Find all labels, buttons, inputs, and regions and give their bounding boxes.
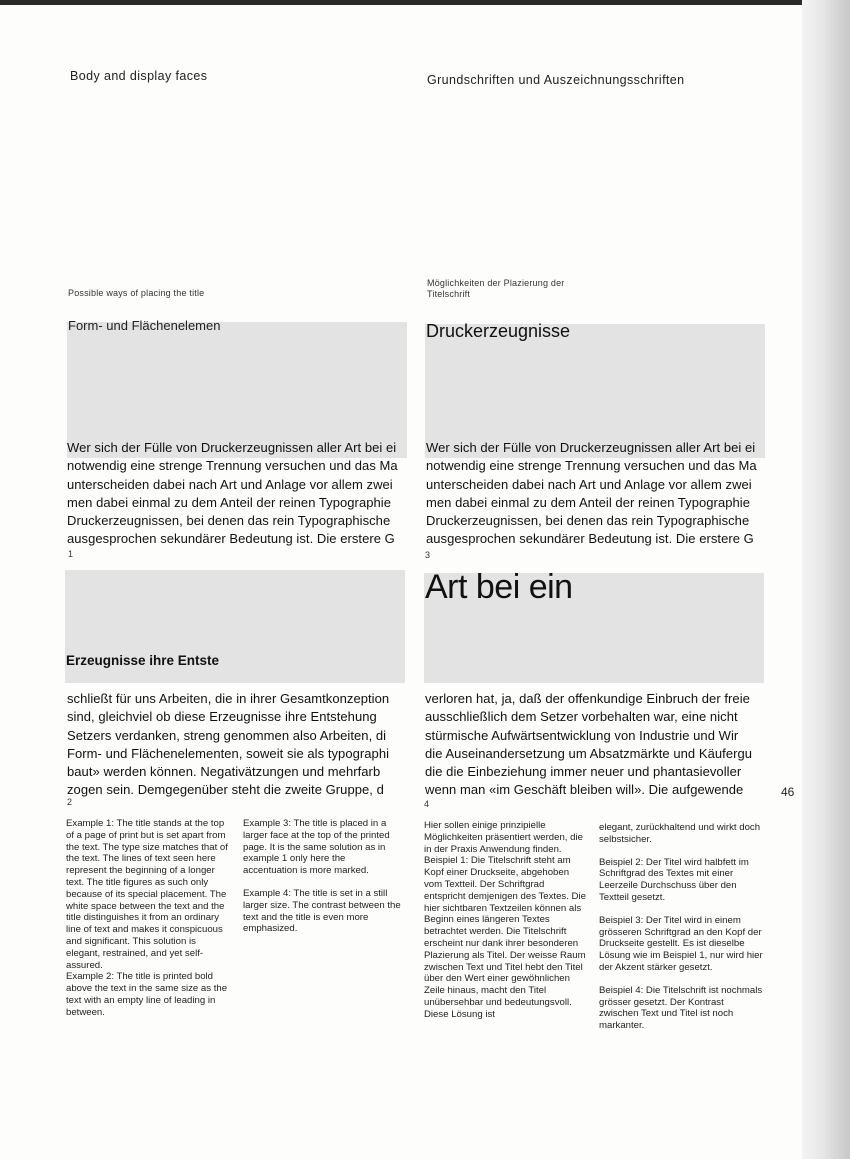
example-2-line: Setzers verdanken, streng genommen also Arbeiten, di — [67, 727, 387, 743]
example-2-text — [67, 690, 405, 800]
example-1-text — [67, 439, 407, 549]
footnote-example-1-en: Example 1: The title stands at the top of a page of print but is set apart from the text. The type size matches that of the text. The lines of text seen here represent the beginning of a longer text. The title figures as such only because of its special placement. The white space between the text and the title distinguishes it from an ordinary line of text and makes it conspicuous and significant. This solution is elegant, restrained, and yet self-assured. — [66, 818, 228, 971]
footnotes-german-col-2 — [599, 822, 764, 1043]
running-header-german: Grundschriften und Auszeichnungsschriften — [427, 73, 685, 87]
example-4-line: wenn man «im Geschäft bleiben will». Die aufgewende — [425, 782, 744, 798]
example-3-line: Wer sich der Fülle von Druckerzeugnissen aller Art bei ei — [426, 440, 756, 455]
example-1-line: unterscheiden dabei nach Art und Anlage vor allem zwei — [67, 476, 393, 492]
example-3-line: Druckerzeugnissen, bei denen das rein Typographische — [426, 513, 750, 529]
example-1-line: Druckerzeugnissen, bei denen das rein Typographische — [67, 513, 391, 529]
example-3-panel — [425, 318, 765, 568]
example-1-line: ausgesprochen sekundärer Bedeutung ist. Die erstere G — [67, 531, 395, 547]
example-3-shade — [425, 324, 765, 458]
example-1-panel — [67, 318, 407, 568]
example-4-panel — [424, 570, 764, 810]
example-2-line: baut» werden können. Negativätzungen und mehrfarb — [67, 764, 381, 780]
example-4-number: 4 — [424, 799, 430, 809]
example-3-number: 3 — [425, 550, 431, 560]
example-4-title: Art bei ein — [425, 570, 573, 606]
example-2-line: schließt für uns Arbeiten, die in ihrer Gesamtkonzeption — [67, 691, 390, 706]
footnote-intro-de: Hier sollen einige prinzipielle Möglichkeiten präsentiert werden, die in der Praxis Anwendung finden. — [424, 820, 583, 855]
example-3-line: ausgesprochen sekundärer Bedeutung ist. Die erstere G — [426, 531, 754, 547]
example-2-line: Form- und Flächenelementen, soweit sie als typographi — [67, 745, 390, 761]
example-2-panel — [65, 570, 405, 810]
page-number: 46 — [781, 785, 795, 799]
example-1-line: Wer sich der Fülle von Druckerzeugnissen aller Art bei ei — [67, 440, 397, 455]
example-2-number: 2 — [67, 797, 73, 807]
example-1-number: 1 — [68, 549, 74, 559]
footnotes-english-col-1 — [66, 818, 230, 1019]
footnote-example-1-de-cont: elegant, zurückhaltend und wirkt doch selbstsicher. — [599, 822, 761, 845]
example-4-line: die die Einbeziehung immer neuer und phantasievoller — [425, 764, 742, 780]
footnote-example-3-de: Beispiel 3: Der Titel wird in einem grösseren Schriftgrad an den Kopf der Druckseite gestellt. Es ist dieselbe Lösung wie im Beispiel 1, nur wird hier der Akzent stärker gesetzt. — [599, 914, 763, 973]
caption-german — [427, 278, 564, 300]
example-3-title: Druckerzeugnisse — [426, 321, 571, 341]
footnotes-german-col-1 — [424, 820, 588, 1021]
footnote-example-4-en: Example 4: The title is set in a still larger size. The contrast between the text and the title is even more emphasized. — [243, 887, 401, 935]
example-4-line: verloren hat, ja, daß der offenkundige Einbruch der freie — [425, 691, 750, 706]
running-header-english: Body and display faces — [70, 69, 208, 83]
footnote-example-2-de: Beispiel 2: Der Titel wird halbfett im Schriftgrad des Textes mit einer Leerzeile Durchschuss über den Textteil gesetzt. — [599, 856, 749, 903]
example-1-line: notwendig eine strenge Trennung versuchen und das Ma — [67, 458, 398, 474]
example-3-line: unterscheiden dabei nach Art und Anlage vor allem zwei — [426, 476, 752, 492]
example-1-title: Form- und Flächenelemen — [68, 318, 221, 333]
footnotes-english-col-2 — [243, 818, 401, 946]
example-2-title: Erzeugnisse ihre Entste — [66, 653, 220, 668]
caption-german-line-1: Möglichkeiten der Plazierung der — [427, 278, 565, 288]
caption-german-line-2: Titelschrift — [427, 289, 471, 299]
example-3-line: notwendig eine strenge Trennung versuchen und das Ma — [426, 458, 757, 474]
example-2-line: zogen sein. Demgegenüber steht die zweite Gruppe, d — [67, 782, 384, 798]
footnote-example-3-en: Example 3: The title is placed in a larger face at the top of the printed page. It is the same solution as in example 1 only here the accentuation is more marked. — [243, 818, 390, 877]
caption-english: Possible ways of placing the title — [68, 288, 205, 298]
page-edge-shadow — [802, 0, 850, 1159]
example-4-line: die Auseinandersetzung um Absatzmärkte und Käufergu — [425, 745, 753, 761]
example-2-line: sind, gleichviel ob diese Erzeugnisse ihre Entstehung — [67, 709, 377, 725]
example-4-text — [425, 690, 764, 800]
example-1-shade — [67, 322, 407, 458]
footnote-example-1-de: Beispiel 1: Die Titelschrift steht am Kopf einer Druckseite, abgehoben vom Textteil. Der Schriftgrad entspricht demjenigen des Textes. Die hier sichtbaren Textzeilen können als Beginn eines längeren Textes betrachtet werden. Die Titelschrift erscheint nur dank ihrer besonderen Plazierung als Titel. Der weisse Raum zwischen Text und Titel hebt den Titel über den Wert einer gewöhnlichen Zeile hinaus, macht den Titel unübersehbar und bedeutungsvoll. Diese Lösung ist — [424, 855, 586, 1020]
example-4-line: stürmische Aufwärtsentwicklung von Industrie und Wir — [425, 727, 739, 743]
example-3-line: men dabei einmal zu dem Anteil der reinen Typographie — [426, 494, 750, 510]
example-4-line: ausschließlich dem Setzer vorbehalten war, eine nicht — [425, 709, 738, 725]
scan-top-edge — [0, 0, 850, 5]
example-1-line: men dabei einmal zu dem Anteil der reinen Typographie — [67, 494, 391, 510]
footnote-example-4-de: Beispiel 4: Die Titelschrift ist nochmals grösser gesetzt. Der Kontrast zwischen Text und Titel ist noch markanter. — [599, 984, 763, 1032]
footnote-example-2-en: Example 2: The title is printed bold above the text in the same size as the text with an empty line of leading in between. — [66, 971, 228, 1018]
example-3-text — [426, 439, 765, 549]
